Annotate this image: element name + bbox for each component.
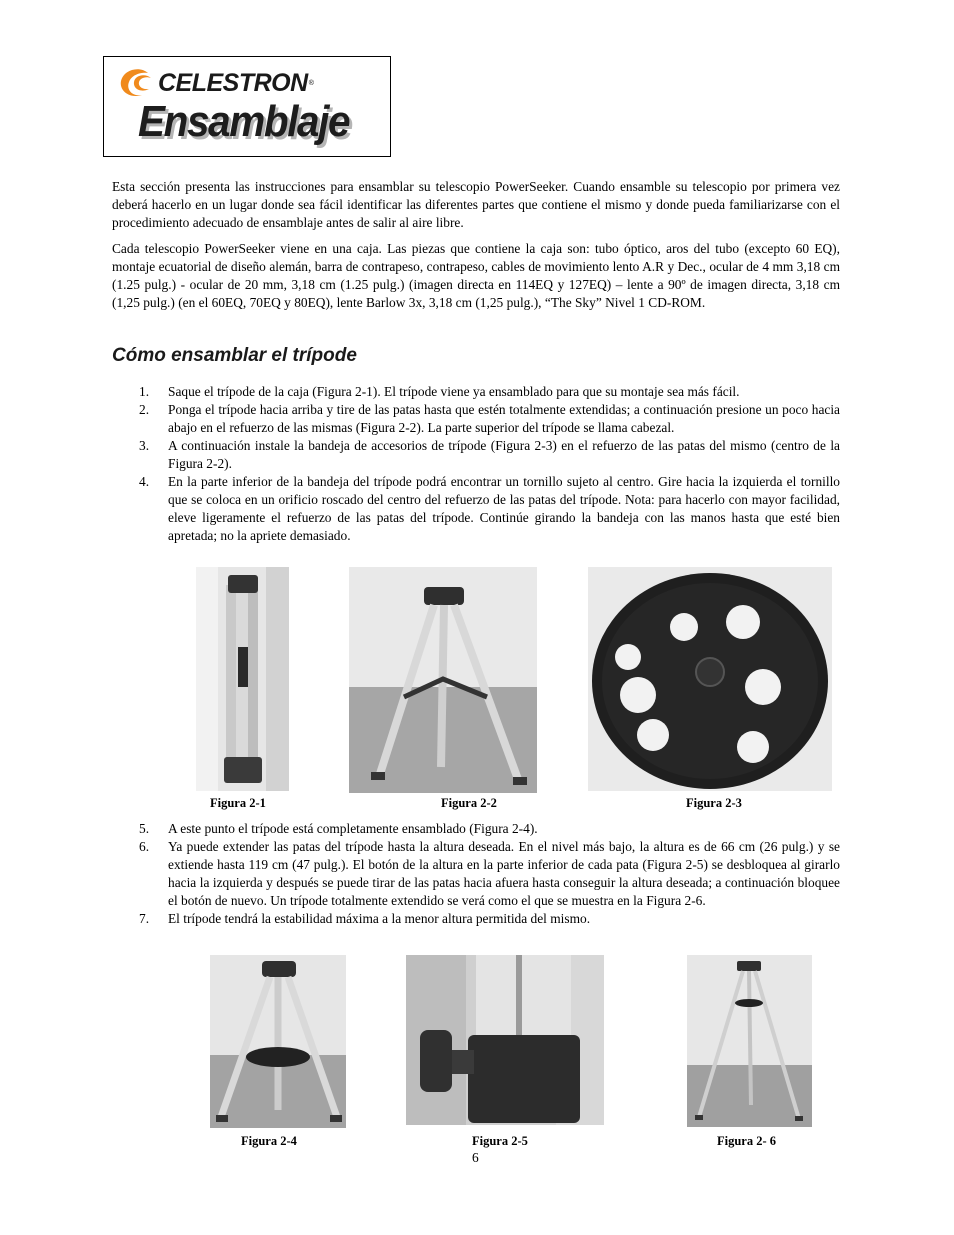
step-number: 5.	[139, 821, 150, 836]
page-number: 6	[472, 1150, 479, 1165]
intro-paragraph-1: Esta sección presenta las instrucciones para ensamblar su telescopio PowerSeeker. Cuando ensamble su telescopio por primera vez deberá hacerlo en un lugar donde sea fácil identificar las diferentes partes que contiene el mismo y donde pueda familiarizarse con el procedimiento adecuado de ensamblaje antes de salir al aire libre.	[112, 179, 840, 230]
registered-mark: ®	[308, 79, 314, 87]
figure-2-2-caption: Figura 2-2	[441, 796, 497, 810]
step-text: Ponga el trípode hacia arriba y tire de las patas hasta que estén totalmente extendidas; a continuación presione un poco hacia abajo en el refuerzo de las mismas (Figura 2-2). La parte superior del trípode se llama cabezal.	[168, 402, 840, 435]
step-text: Ya puede extender las patas del trípode hasta la altura deseada. En el nivel más bajo, la altura es de 66 cm (26 pulg.) y se extiende hasta 119 cm (47 pulg.). El botón de la altura en la parte inferior de cada pata (Figura 2-5) se desbloquea al girarlo hacia la izquierda y después se puede tirar de las patas hacia afuera hasta conseguir la altura deseada; a continuación bloquee el botón de nuevo. Un trípode totalmente extendido se verá como el que se muestra en la Figura 2-6.	[168, 839, 840, 908]
figure-2-6-photo	[687, 955, 812, 1127]
figure-2-5-photo	[406, 955, 604, 1125]
section-title: Ensamblaje	[138, 97, 350, 146]
figure-2-6-caption: Figura 2- 6	[717, 1134, 777, 1148]
celestron-swoosh-icon	[118, 67, 154, 99]
step-number: 7.	[139, 911, 150, 926]
figure-2-1-photo	[196, 567, 289, 791]
steps-list-1	[112, 383, 840, 545]
step-text: El trípode tendrá la estabilidad máxima a la menor altura permitida del mismo.	[168, 911, 591, 926]
list-item	[112, 473, 840, 545]
step-number: 1.	[139, 384, 150, 399]
celestron-logo	[118, 65, 314, 101]
steps-list-2	[112, 820, 840, 928]
header-box	[103, 56, 391, 157]
tripod-heading: Cómo ensamblar el trípode	[112, 345, 357, 366]
brand-name: CELESTRON	[158, 68, 308, 97]
list-item	[112, 383, 840, 401]
list-item	[112, 820, 840, 838]
list-item	[112, 401, 840, 437]
step-text: En la parte inferior de la bandeja del trípode podrá encontrar un tornillo sujeto al centro. Gire hacia la izquierda el tornillo que se coloca en un orificio roscado del centro del refuerzo de las patas del trípode. Nota: para hacerlo con mayor facilidad, eleve ligeramente el refuerzo de las patas del trípode. Continúe girando la bandeja con las manos hasta que esté bien apretada; no la apriete demasiado.	[168, 474, 840, 543]
list-item	[112, 910, 840, 928]
figure-2-3-photo	[588, 567, 832, 791]
step-text: Saque el trípode de la caja (Figura 2-1). El trípode viene ya ensamblado para que su montaje sea más fácil.	[168, 384, 740, 399]
step-text: A este punto el trípode está completamente ensamblado (Figura 2-4).	[168, 821, 538, 836]
step-text: A continuación instale la bandeja de accesorios de trípode (Figura 2-3) en el refuerzo de las patas del mismo (centro de la Figura 2-2).	[168, 438, 840, 471]
step-number: 6.	[139, 839, 150, 854]
figure-2-1-caption: Figura 2-1	[210, 796, 266, 810]
figure-2-2-photo	[349, 567, 537, 793]
figure-2-4-caption: Figura 2-4	[241, 1134, 297, 1148]
step-number: 4.	[139, 474, 150, 489]
step-number: 2.	[139, 402, 150, 417]
figure-2-3-caption: Figura 2-3	[686, 796, 742, 810]
step-number: 3.	[139, 438, 150, 453]
figure-2-4-photo	[210, 955, 346, 1128]
list-item	[112, 437, 840, 473]
list-item	[112, 838, 840, 910]
intro-paragraph-2: Cada telescopio PowerSeeker viene en una caja. Las piezas que contiene la caja son: tubo óptico, aros del tubo (excepto 60 EQ), montaje ecuatorial de diseño alemán, barra de contrapeso, contrapeso, cables de movimiento lento A.R y Dec., ocular de 4 mm 3,18 cm (1.25 pulg.) - ocular de 20 mm, 3,18 cm (1.25 pulg.) (imagen directa en 114EQ y 127EQ) – lente a 90º de imagen directa, 3,18 cm (1,25 pulg.) (en el 60EQ, 70EQ y 80EQ), lente Barlow 3x, 3,18 cm (1,25 pulg.), “The Sky” Nivel 1 CD-ROM.	[112, 241, 840, 310]
figure-2-5-caption: Figura 2-5	[472, 1134, 528, 1148]
